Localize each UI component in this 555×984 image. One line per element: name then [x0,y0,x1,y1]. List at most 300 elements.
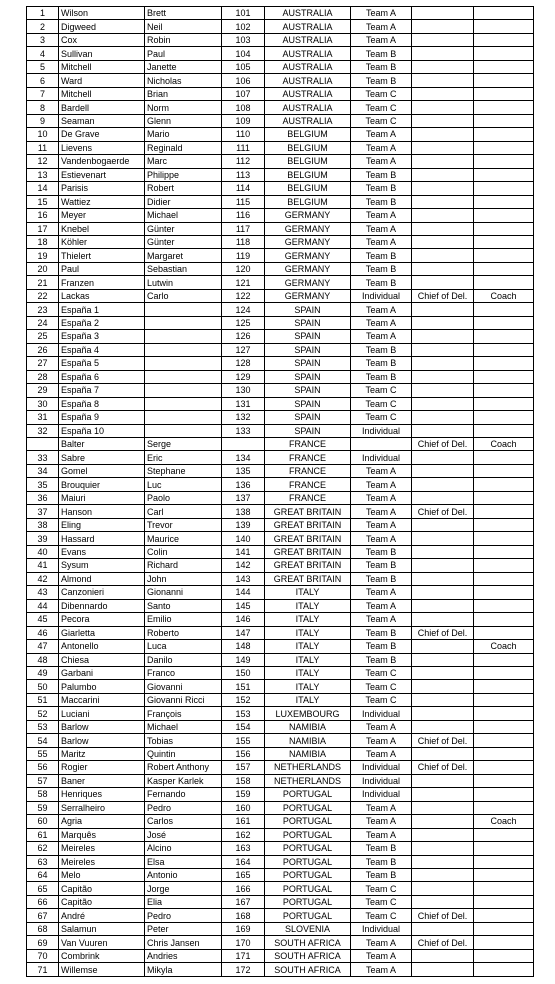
first-name-cell: Richard [145,559,222,572]
id-number-cell: 164 [222,855,265,868]
team-cell: Team C [351,101,412,114]
team-cell: Team A [351,464,412,477]
coach-cell [474,222,534,235]
first-name-cell [145,357,222,370]
last-name-cell: Bardell [59,101,145,114]
country-cell: ITALY [265,626,351,639]
country-cell: SOUTH AFRICA [265,963,351,976]
id-number-cell: 102 [222,20,265,33]
table-row [27,572,534,585]
id-number-cell: 111 [222,141,265,154]
row-number-cell: 47 [27,640,59,653]
first-name-cell: Michael [145,720,222,733]
first-name-cell: Andries [145,949,222,962]
coach-cell [474,316,534,329]
row-number-cell: 65 [27,882,59,895]
country-cell: SPAIN [265,411,351,424]
last-name-cell: Hanson [59,505,145,518]
row-number-cell: 30 [27,397,59,410]
last-name-cell: Wilson [59,7,145,20]
coach-cell: Coach [474,438,534,451]
coach-cell [474,559,534,572]
coach-cell [474,235,534,248]
coach-cell [474,303,534,316]
first-name-cell [145,397,222,410]
first-name-cell: Norm [145,101,222,114]
role-cell [412,828,474,841]
last-name-cell: Eling [59,518,145,531]
first-name-cell: Elsa [145,855,222,868]
last-name-cell: Almond [59,572,145,585]
coach-cell [474,680,534,693]
coach-cell [474,47,534,60]
id-number-cell: 110 [222,128,265,141]
team-cell: Team A [351,801,412,814]
table-row [27,599,534,612]
last-name-cell: Marquês [59,828,145,841]
row-number-cell: 57 [27,774,59,787]
table-row [27,289,534,302]
id-number-cell: 145 [222,599,265,612]
role-cell [412,155,474,168]
team-cell: Team A [351,828,412,841]
id-number-cell: 129 [222,370,265,383]
coach-cell [474,505,534,518]
country-cell: GREAT BRITAIN [265,532,351,545]
id-number-cell: 115 [222,195,265,208]
id-number-cell: 138 [222,505,265,518]
country-cell: AUSTRALIA [265,87,351,100]
first-name-cell [145,411,222,424]
coach-cell [474,653,534,666]
table-row [27,168,534,181]
last-name-cell: Chiesa [59,653,145,666]
row-number-cell: 46 [27,626,59,639]
coach-cell [474,801,534,814]
id-number-cell: 157 [222,761,265,774]
team-cell: Team A [351,128,412,141]
coach-cell: Coach [474,289,534,302]
coach-cell [474,720,534,733]
last-name-cell: Van Vuuren [59,936,145,949]
first-name-cell: Mikyla [145,963,222,976]
table-row [27,640,534,653]
last-name-cell: Canzonieri [59,586,145,599]
last-name-cell: Paul [59,262,145,275]
role-cell [412,303,474,316]
team-cell: Individual [351,424,412,437]
row-number-cell: 26 [27,343,59,356]
first-name-cell [145,384,222,397]
id-number-cell: 116 [222,209,265,222]
first-name-cell: Neil [145,20,222,33]
role-cell [412,424,474,437]
team-cell: Team A [351,599,412,612]
row-number-cell: 59 [27,801,59,814]
coach-cell [474,666,534,679]
team-cell: Team B [351,572,412,585]
id-number-cell: 121 [222,276,265,289]
team-cell: Team C [351,909,412,922]
role-cell [412,586,474,599]
id-number-cell: 136 [222,478,265,491]
country-cell: AUSTRALIA [265,47,351,60]
country-cell: LUXEMBOURG [265,707,351,720]
table-row [27,491,534,504]
country-cell: AUSTRALIA [265,101,351,114]
country-cell: PORTUGAL [265,882,351,895]
coach-cell [474,370,534,383]
team-cell: Team A [351,33,412,46]
row-number-cell: 34 [27,464,59,477]
table-row [27,532,534,545]
table-row [27,505,534,518]
country-cell: AUSTRALIA [265,33,351,46]
row-number-cell: 3 [27,33,59,46]
country-cell: NAMIBIA [265,734,351,747]
row-number-cell: 7 [27,87,59,100]
last-name-cell: Dibennardo [59,599,145,612]
team-cell: Individual [351,922,412,935]
table-row [27,451,534,464]
role-cell [412,182,474,195]
last-name-cell: España 3 [59,330,145,343]
role-cell [412,411,474,424]
id-number-cell: 144 [222,586,265,599]
table-row [27,128,534,141]
last-name-cell: Hassard [59,532,145,545]
table-row [27,895,534,908]
coach-cell [474,249,534,262]
first-name-cell [145,343,222,356]
coach-cell [474,411,534,424]
id-number-cell: 128 [222,357,265,370]
table-row [27,801,534,814]
table-row [27,249,534,262]
country-cell: GERMANY [265,249,351,262]
table-row [27,464,534,477]
first-name-cell: Roberto [145,626,222,639]
role-cell: Chief of Del. [412,761,474,774]
row-number-cell: 49 [27,666,59,679]
coach-cell [474,464,534,477]
coach-cell [474,195,534,208]
role-cell [412,545,474,558]
role-cell [412,74,474,87]
last-name-cell: Combrink [59,949,145,962]
row-number-cell: 13 [27,168,59,181]
team-cell: Team A [351,949,412,962]
row-number-cell: 50 [27,680,59,693]
country-cell: GERMANY [265,235,351,248]
row-number-cell: 21 [27,276,59,289]
country-cell: PORTUGAL [265,869,351,882]
row-number-cell: 36 [27,491,59,504]
first-name-cell: Eric [145,451,222,464]
role-cell [412,370,474,383]
row-number-cell: 16 [27,209,59,222]
row-number-cell: 6 [27,74,59,87]
id-number-cell: 154 [222,720,265,733]
table-row [27,330,534,343]
id-number-cell: 106 [222,74,265,87]
country-cell: FRANCE [265,438,351,451]
table-row [27,788,534,801]
last-name-cell: De Grave [59,128,145,141]
coach-cell [474,774,534,787]
row-number-cell: 48 [27,653,59,666]
role-cell [412,20,474,33]
row-number-cell: 40 [27,545,59,558]
country-cell: ITALY [265,693,351,706]
country-cell: ITALY [265,680,351,693]
id-number-cell: 120 [222,262,265,275]
row-number-cell: 39 [27,532,59,545]
last-name-cell: Meireles [59,855,145,868]
last-name-cell: Agria [59,815,145,828]
id-number-cell: 169 [222,922,265,935]
coach-cell [474,168,534,181]
first-name-cell: José [145,828,222,841]
country-cell: GREAT BRITAIN [265,572,351,585]
coach-cell [474,478,534,491]
last-name-cell: Brouquier [59,478,145,491]
id-number-cell: 156 [222,747,265,760]
role-cell: Chief of Del. [412,438,474,451]
team-cell: Team A [351,235,412,248]
role-cell [412,815,474,828]
row-number-cell: 18 [27,235,59,248]
row-number-cell: 25 [27,330,59,343]
country-cell: FRANCE [265,491,351,504]
team-cell: Team C [351,666,412,679]
first-name-cell: Santo [145,599,222,612]
country-cell: PORTUGAL [265,909,351,922]
participants-table-body [27,7,534,977]
first-name-cell: Kasper Karlek [145,774,222,787]
last-name-cell: Barlow [59,734,145,747]
last-name-cell: Henriques [59,788,145,801]
team-cell: Individual [351,788,412,801]
id-number-cell: 148 [222,640,265,653]
country-cell: PORTUGAL [265,801,351,814]
last-name-cell: España 6 [59,370,145,383]
last-name-cell: Willemse [59,963,145,976]
id-number-cell: 139 [222,518,265,531]
id-number-cell: 105 [222,60,265,73]
role-cell: Chief of Del. [412,626,474,639]
table-row [27,613,534,626]
first-name-cell: Alcino [145,842,222,855]
team-cell: Team C [351,384,412,397]
id-number-cell: 109 [222,114,265,127]
team-cell: Team B [351,195,412,208]
first-name-cell: Janette [145,60,222,73]
row-number-cell: 31 [27,411,59,424]
row-number-cell: 38 [27,518,59,531]
role-cell [412,518,474,531]
role-cell [412,559,474,572]
country-cell: BELGIUM [265,168,351,181]
last-name-cell: Maccarini [59,693,145,706]
team-cell: Team A [351,222,412,235]
row-number-cell: 68 [27,922,59,935]
table-row [27,141,534,154]
table-row [27,653,534,666]
row-number-cell: 64 [27,869,59,882]
role-cell [412,60,474,73]
last-name-cell: Barlow [59,720,145,733]
table-row [27,747,534,760]
role-cell [412,222,474,235]
table-row [27,438,534,451]
role-cell [412,249,474,262]
team-cell: Team A [351,303,412,316]
team-cell: Team C [351,397,412,410]
role-cell [412,464,474,477]
coach-cell [474,114,534,127]
last-name-cell: Balter [59,438,145,451]
team-cell: Team C [351,411,412,424]
table-row [27,74,534,87]
last-name-cell: Ward [59,74,145,87]
first-name-cell: Marc [145,155,222,168]
role-cell: Chief of Del. [412,734,474,747]
coach-cell [474,209,534,222]
first-name-cell: Glenn [145,114,222,127]
first-name-cell: Günter [145,235,222,248]
team-cell: Team A [351,505,412,518]
country-cell: SPAIN [265,303,351,316]
row-number-cell: 24 [27,316,59,329]
last-name-cell: Sysum [59,559,145,572]
team-cell: Team B [351,855,412,868]
country-cell: ITALY [265,613,351,626]
id-number-cell: 159 [222,788,265,801]
first-name-cell: Pedro [145,909,222,922]
last-name-cell: Gomel [59,464,145,477]
country-cell: NAMIBIA [265,747,351,760]
table-row [27,936,534,949]
last-name-cell: Baner [59,774,145,787]
first-name-cell: Carlos [145,815,222,828]
first-name-cell: Robert [145,182,222,195]
role-cell: Chief of Del. [412,936,474,949]
first-name-cell: Carl [145,505,222,518]
role-cell [412,855,474,868]
coach-cell [474,626,534,639]
table-row [27,384,534,397]
role-cell [412,532,474,545]
role-cell [412,693,474,706]
first-name-cell: Pedro [145,801,222,814]
row-number-cell: 56 [27,761,59,774]
country-cell: GERMANY [265,289,351,302]
last-name-cell: Evans [59,545,145,558]
role-cell [412,680,474,693]
id-number-cell: 103 [222,33,265,46]
table-row [27,20,534,33]
id-number-cell: 165 [222,869,265,882]
role-cell [412,141,474,154]
table-row [27,262,534,275]
role-cell [412,801,474,814]
role-cell [412,7,474,20]
id-number-cell: 118 [222,235,265,248]
team-cell: Individual [351,774,412,787]
country-cell: BELGIUM [265,182,351,195]
coach-cell [474,842,534,855]
team-cell [351,438,412,451]
row-number-cell: 63 [27,855,59,868]
id-number-cell: 151 [222,680,265,693]
team-cell: Individual [351,451,412,464]
table-row [27,343,534,356]
last-name-cell: Garbani [59,666,145,679]
first-name-cell: Stephane [145,464,222,477]
last-name-cell: André [59,909,145,922]
table-row [27,586,534,599]
row-number-cell: 35 [27,478,59,491]
participants-sheet [26,6,534,977]
first-name-cell: François [145,707,222,720]
country-cell: GERMANY [265,222,351,235]
first-name-cell: Peter [145,922,222,935]
row-number-cell: 17 [27,222,59,235]
id-number-cell: 137 [222,491,265,504]
table-row [27,815,534,828]
role-cell: Chief of Del. [412,909,474,922]
coach-cell [474,869,534,882]
row-number-cell [27,438,59,451]
last-name-cell: Antonello [59,640,145,653]
role-cell [412,330,474,343]
id-number-cell: 125 [222,316,265,329]
row-number-cell: 43 [27,586,59,599]
first-name-cell: Mario [145,128,222,141]
country-cell: GREAT BRITAIN [265,518,351,531]
table-row [27,182,534,195]
id-number-cell: 158 [222,774,265,787]
role-cell [412,720,474,733]
team-cell: Team A [351,613,412,626]
role-cell [412,774,474,787]
country-cell: GERMANY [265,262,351,275]
row-number-cell: 33 [27,451,59,464]
coach-cell [474,7,534,20]
row-number-cell: 54 [27,734,59,747]
table-row [27,518,534,531]
role-cell [412,963,474,976]
id-number-cell: 127 [222,343,265,356]
table-row [27,155,534,168]
row-number-cell: 11 [27,141,59,154]
coach-cell [474,855,534,868]
last-name-cell: Melo [59,869,145,882]
team-cell: Team B [351,182,412,195]
last-name-cell: España 2 [59,316,145,329]
role-cell [412,572,474,585]
row-number-cell: 32 [27,424,59,437]
last-name-cell: Palumbo [59,680,145,693]
first-name-cell: Jorge [145,882,222,895]
last-name-cell: Wattiez [59,195,145,208]
first-name-cell: Quintin [145,747,222,760]
role-cell [412,599,474,612]
coach-cell [474,734,534,747]
last-name-cell: Giarletta [59,626,145,639]
coach-cell [474,545,534,558]
